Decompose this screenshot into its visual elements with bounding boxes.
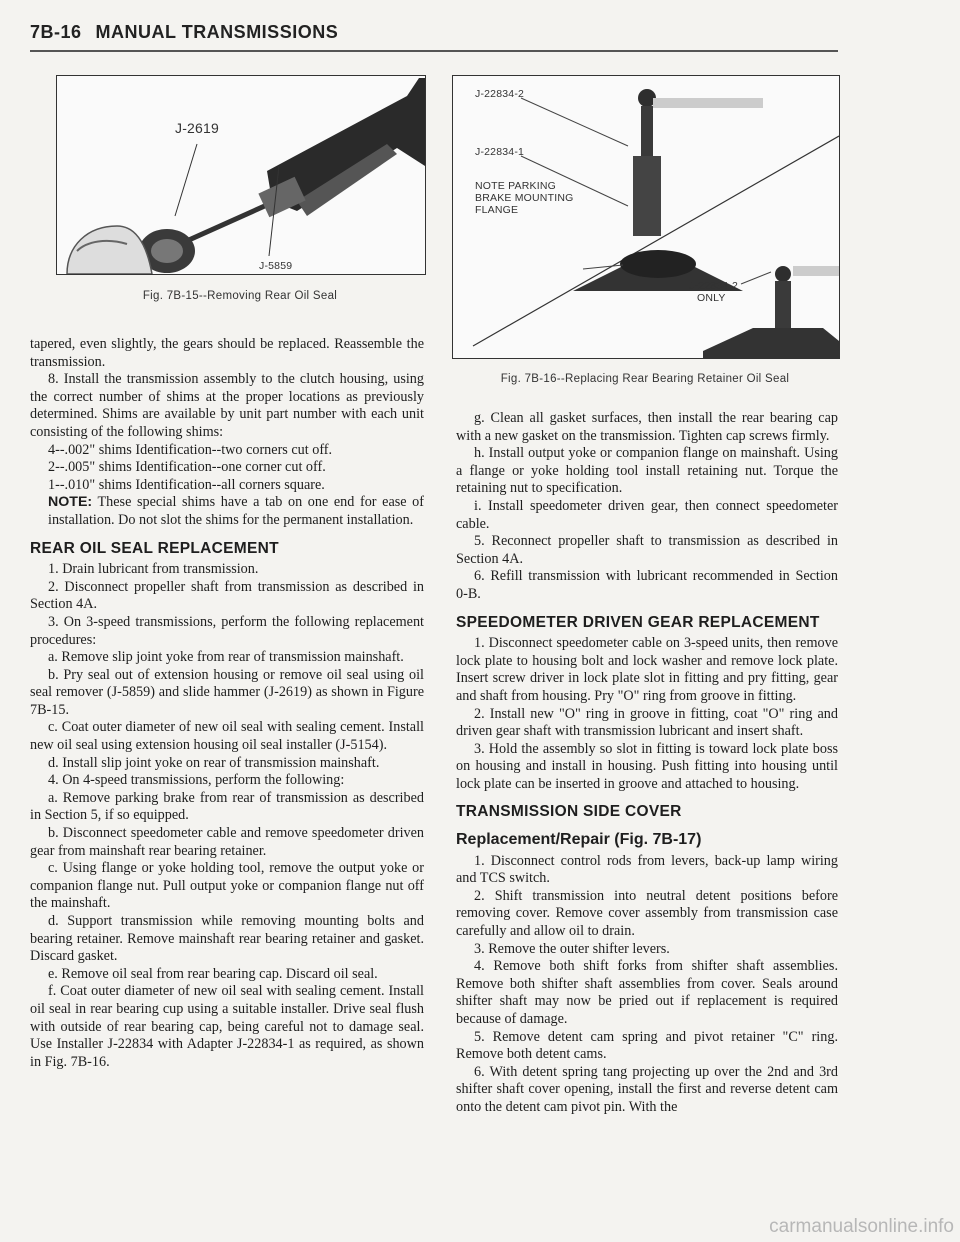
- seal-installation-illustration: [453, 76, 839, 358]
- sub-step: c. Coat outer diameter of new oil seal with sealing cement. Install new oil seal using extension housing oil seal installer (J-5154).: [30, 719, 424, 754]
- step: 3. On 3-speed transmissions, perform the following replacement procedures:: [30, 613, 424, 648]
- sub-step: b. Disconnect speedometer cable and remove speedometer driven gear from mainshaft rear bearing retainer.: [30, 825, 424, 859]
- page-title: MANUAL TRANSMISSIONS: [95, 22, 339, 42]
- note-paragraph: [30, 494, 424, 529]
- header-rule: [30, 50, 838, 52]
- left-column-text: [30, 336, 424, 1071]
- section-heading: REAR OIL SEAL REPLACEMENT: [30, 539, 279, 557]
- section-heading: SPEEDOMETER DRIVEN GEAR REPLACEMENT: [456, 613, 820, 631]
- step: 6. Refill transmission with lubricant recommended in Section 0-B.: [456, 568, 838, 602]
- shim-spec: 1--.010" shims Identification--all corners square.: [48, 476, 325, 493]
- step: 1. Drain lubricant from transmission.: [48, 561, 259, 578]
- section-heading: TRANSMISSION SIDE COVER: [456, 803, 682, 821]
- page-header: [30, 22, 838, 43]
- sub-step: g. Clean all gasket surfaces, then install the rear bearing cap with a new gasket on the transmission. Tighten cap screws firmly.: [456, 410, 838, 444]
- step: 5. Reconnect propeller shaft to transmission as described in Section 4A.: [456, 533, 838, 567]
- label-note-parking: NOTE PARKING: [475, 180, 556, 192]
- step: 3. Remove the outer shifter levers.: [474, 940, 670, 957]
- shim-spec: 4--.002" shims Identification--two corners cut off.: [48, 441, 333, 458]
- label-j-22834-1: J-22834-1: [475, 146, 525, 158]
- step: 5. Remove detent cam spring and pivot retainer "C" ring. Remove both detent cams.: [456, 1028, 838, 1063]
- label-only: ONLY: [697, 292, 726, 304]
- right-column-text: [456, 410, 838, 1117]
- step: 3. Hold the assembly so slot in fitting is toward lock plate boss on housing and install in housing. Push fitting into housing until lock plate can be inserted in groove and attached to housing.: [456, 740, 838, 792]
- sub-step: f. Coat outer diameter of new oil seal with sealing cement. Install oil seal in rear bearing cup using a suitable installer. Drive seal flush with outside of rear bearing cap, being careful not to damage seal. Use Installer J-22834 with Adapter J-22834-1 as required, as shown in Fig. 7B-16.: [30, 983, 424, 1070]
- sub-step: a. Remove slip joint yoke from rear of transmission mainshaft.: [48, 649, 404, 666]
- label-flange: FLANGE: [475, 204, 519, 216]
- paragraph: tapered, even slightly, the gears should be replaced. Reassemble the transmission.: [30, 336, 424, 370]
- sub-step: h. Install output yoke or companion flange on mainshaft. Using a flange or yoke holding tool install retaining nut. Torque the retaining nut to specification.: [456, 445, 838, 497]
- label-j-2619: J-2619: [175, 120, 220, 136]
- note-label: NOTE:: [48, 494, 93, 511]
- step: 1. Disconnect control rods from levers, back-up lamp wiring and TCS switch.: [456, 852, 838, 887]
- step: 6. With detent spring tang projecting up over the 2nd and 3rd shifter shaft cover opening, install the first and reverse detent cam onto the detent cam pivot pin. With the: [456, 1063, 838, 1115]
- sub-step: c. Using flange or yoke holding tool, remove the output yoke or companion flange nut. Pull output yoke or companion flange nut off the mainshaft.: [30, 860, 424, 912]
- sub-step: b. Pry seal out of extension housing or remove oil seal using oil seal remover (J-5859) and slide hammer (J-2619) as shown in Figure 7B-15.: [30, 666, 424, 718]
- label-j-22834-2-top: J-22834-2: [475, 88, 525, 100]
- figure-7b-15: [56, 75, 426, 275]
- shim-spec: 2--.005" shims Identification--one corner cut off.: [48, 459, 326, 476]
- sub-step: d. Install slip joint yoke on rear of transmission mainshaft.: [48, 754, 380, 771]
- seal-removal-illustration: [57, 76, 425, 274]
- sub-step: a. Remove parking brake from rear of transmission as described in Section 5, if so equipped.: [30, 789, 424, 824]
- figure-7b-16-caption: Fig. 7B-16--Replacing Rear Bearing Retainer Oil Seal: [500, 373, 790, 385]
- label-j-22834-2-bottom: J-22834-2: [689, 280, 739, 292]
- note-text: These special shims have a tab on one end for ease of installation. Do not slot the shims for the permanent installation.: [48, 494, 424, 528]
- step: 4. Remove both shift forks from shifter shaft assemblies. Remove both shifter shaft assemblies from cover. Seals around shifter shaft may now be pried out if replacement is required because of damage.: [456, 958, 838, 1027]
- step: 4. On 4-speed transmissions, perform the following:: [48, 772, 345, 789]
- step: 2. Shift transmission into neutral detent positions before removing cover. Remove cover assembly from transmission case carefully and allow oil to drain.: [456, 887, 838, 940]
- site-watermark: carmanualsonline.info: [769, 1216, 954, 1237]
- subsection-heading: Replacement/Repair (Fig. 7B-17): [456, 831, 702, 849]
- step: 2. Disconnect propeller shaft from transmission as described in Section 4A.: [30, 578, 424, 613]
- step: 1. Disconnect speedometer cable on 3-speed units, then remove lock plate to housing bolt and lock washer and remove lock plate. Insert screw driver in lock plate slot in fitting and pry fitting, gear and shaft from housing. Pry "O" ring from groove in fitting.: [456, 635, 838, 704]
- sub-step: e. Remove oil seal from rear bearing cap. Discard oil seal.: [48, 965, 378, 982]
- sub-step: i. Install speedometer driven gear, then connect speedometer cable.: [456, 497, 838, 532]
- figure-7b-15-caption: Fig. 7B-15--Removing Rear Oil Seal: [142, 290, 338, 302]
- label-brake-mounting: BRAKE MOUNTING: [475, 192, 574, 204]
- sub-step: d. Support transmission while removing mounting bolts and bearing retainer. Remove mainshaft rear bearing retainer and gasket. Discard gasket.: [30, 913, 424, 965]
- label-j-5859: J-5859: [259, 260, 293, 272]
- step: 2. Install new "O" ring in groove in fitting, coat "O" ring and driven gear shaft with transmission lubricant and insert shaft.: [456, 705, 838, 740]
- page-number: 7B-16: [30, 22, 82, 42]
- paragraph: 8. Install the transmission assembly to the clutch housing, using the correct number of shims at the proper locations as previously determined. Shims are available by unit part number with each unit consisting of the following shims:: [30, 371, 424, 440]
- figure-7b-16: [452, 75, 840, 359]
